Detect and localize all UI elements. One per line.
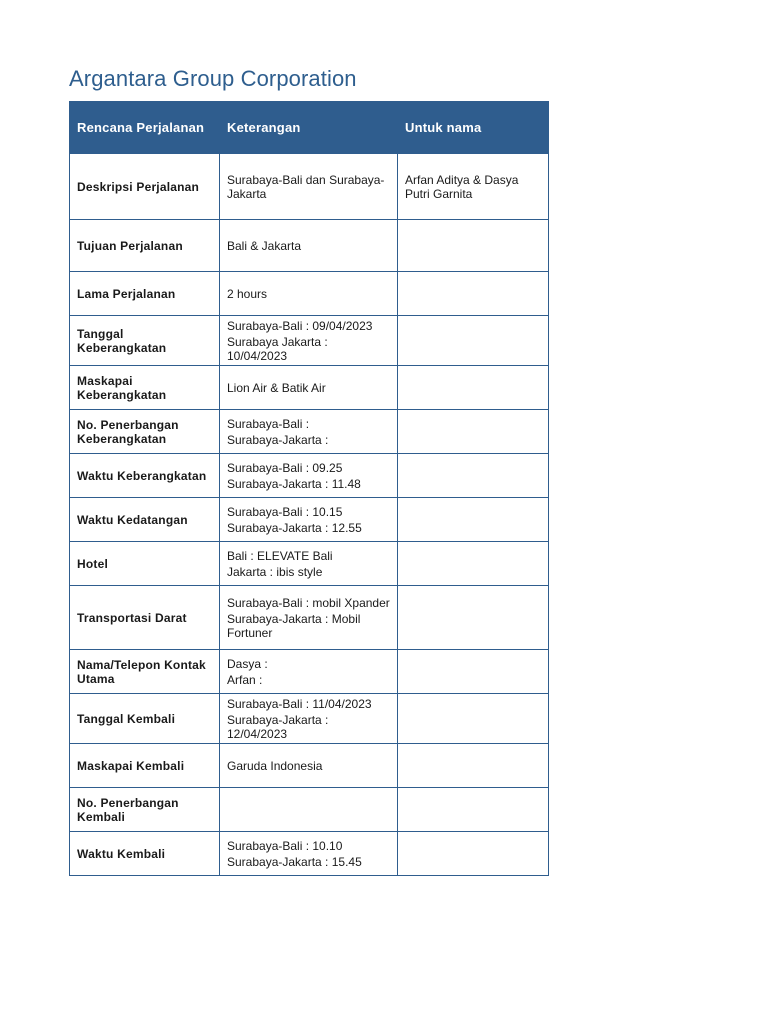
detail-line: Surabaya-Jakarta : 12/04/2023: [227, 712, 329, 741]
table-row: [70, 694, 549, 744]
row-detail: [220, 154, 398, 220]
row-name: [398, 220, 549, 272]
itinerary-table: [69, 101, 549, 876]
detail-line: Surabaya-Jakarta : 11.48: [227, 476, 361, 491]
detail-line: Dasya :: [227, 656, 268, 671]
row-label: Waktu Kedatangan: [70, 498, 220, 542]
row-name: [398, 316, 549, 366]
row-detail: [220, 694, 398, 744]
detail-line: Surabaya-Bali : 09/04/2023: [227, 318, 373, 333]
header-untuk-nama: Untuk nama: [398, 102, 549, 154]
row-label: Maskapai Kembali: [70, 744, 220, 788]
table-body: [70, 154, 549, 876]
row-label: Waktu Kembali: [70, 832, 220, 876]
header-rencana-perjalanan: Rencana Perjalanan: [70, 102, 220, 154]
row-name: [398, 410, 549, 454]
row-name: [398, 586, 549, 650]
detail-line: Surabaya-Jakarta : 12.55: [227, 520, 362, 535]
row-name: [398, 744, 549, 788]
row-name: [398, 454, 549, 498]
detail-line: Surabaya-Jakarta : Mobil Fortuner: [227, 611, 361, 640]
row-detail: [220, 272, 398, 316]
row-detail: [220, 316, 398, 366]
detail-line: Surabaya Jakarta : 10/04/2023: [227, 334, 328, 363]
row-name: [398, 154, 549, 220]
table-row: [70, 788, 549, 832]
row-name: [398, 272, 549, 316]
table-row: [70, 220, 549, 272]
table-row: [70, 542, 549, 586]
detail-line: Bali : ELEVATE Bali: [227, 548, 333, 563]
row-name: [398, 650, 549, 694]
row-name: [398, 788, 549, 832]
row-detail: [220, 410, 398, 454]
row-label: No. Penerbangan Kembali: [70, 788, 220, 832]
row-detail: [220, 788, 398, 832]
detail-line: 2 hours: [227, 286, 268, 301]
detail-line: Garuda Indonesia: [227, 758, 323, 773]
detail-line: Bali & Jakarta: [227, 238, 302, 253]
detail-line: Surabaya-Bali : 09.25: [227, 460, 343, 475]
row-label: Tanggal Kembali: [70, 694, 220, 744]
table-row: [70, 650, 549, 694]
table-row: [70, 454, 549, 498]
row-label: Waktu Keberangkatan: [70, 454, 220, 498]
row-label: Nama/Telepon Kontak Utama: [70, 650, 220, 694]
table-row: [70, 832, 549, 876]
table-row: [70, 410, 549, 454]
row-detail: [220, 650, 398, 694]
detail-line: Surabaya-Bali : mobil Xpander: [227, 595, 390, 610]
row-name: [398, 498, 549, 542]
row-name: [398, 694, 549, 744]
table-row: [70, 272, 549, 316]
row-name: [398, 366, 549, 410]
header-keterangan: Keterangan: [220, 102, 398, 154]
table-row: [70, 586, 549, 650]
detail-line: Surabaya-Bali : 10.15: [227, 504, 343, 519]
detail-line: Arfan :: [227, 672, 263, 687]
row-label: Transportasi Darat: [70, 586, 220, 650]
detail-line: Surabaya-Jakarta : 15.45: [227, 854, 362, 869]
row-label: Deskripsi Perjalanan: [70, 154, 220, 220]
row-label: Tanggal Keberangkatan: [70, 316, 220, 366]
detail-line: Surabaya-Jakarta :: [227, 432, 329, 447]
table-row: [70, 154, 549, 220]
detail-line: Surabaya-Bali : 11/04/2023: [227, 696, 372, 711]
table-row: [70, 366, 549, 410]
row-detail: [220, 744, 398, 788]
row-detail: [220, 220, 398, 272]
table-row: [70, 744, 549, 788]
table-row: [70, 316, 549, 366]
detail-line: Surabaya-Bali :: [227, 416, 310, 431]
row-detail: [220, 832, 398, 876]
row-detail: [220, 542, 398, 586]
document-title: Argantara Group Corporation: [69, 66, 357, 91]
row-label: Tujuan Perjalanan: [70, 220, 220, 272]
row-detail: [220, 454, 398, 498]
detail-line: Surabaya-Bali : 10.10: [227, 838, 343, 853]
row-detail: [220, 498, 398, 542]
row-name: [398, 542, 549, 586]
row-label: Maskapai Keberangkatan: [70, 366, 220, 410]
detail-line: Surabaya-Bali dan Surabaya-Jakarta: [227, 172, 385, 201]
row-label: No. Penerbangan Keberangkatan: [70, 410, 220, 454]
detail-line: Jakarta : ibis style: [227, 564, 323, 579]
table-header-row: [70, 102, 549, 154]
row-label: Hotel: [70, 542, 220, 586]
row-label: Lama Perjalanan: [70, 272, 220, 316]
row-detail: [220, 366, 398, 410]
table-row: [70, 498, 549, 542]
row-name: [398, 832, 549, 876]
row-detail: [220, 586, 398, 650]
detail-line: Lion Air & Batik Air: [227, 380, 326, 395]
name-line: Arfan Aditya & Dasya Putri Garnita: [405, 172, 519, 201]
